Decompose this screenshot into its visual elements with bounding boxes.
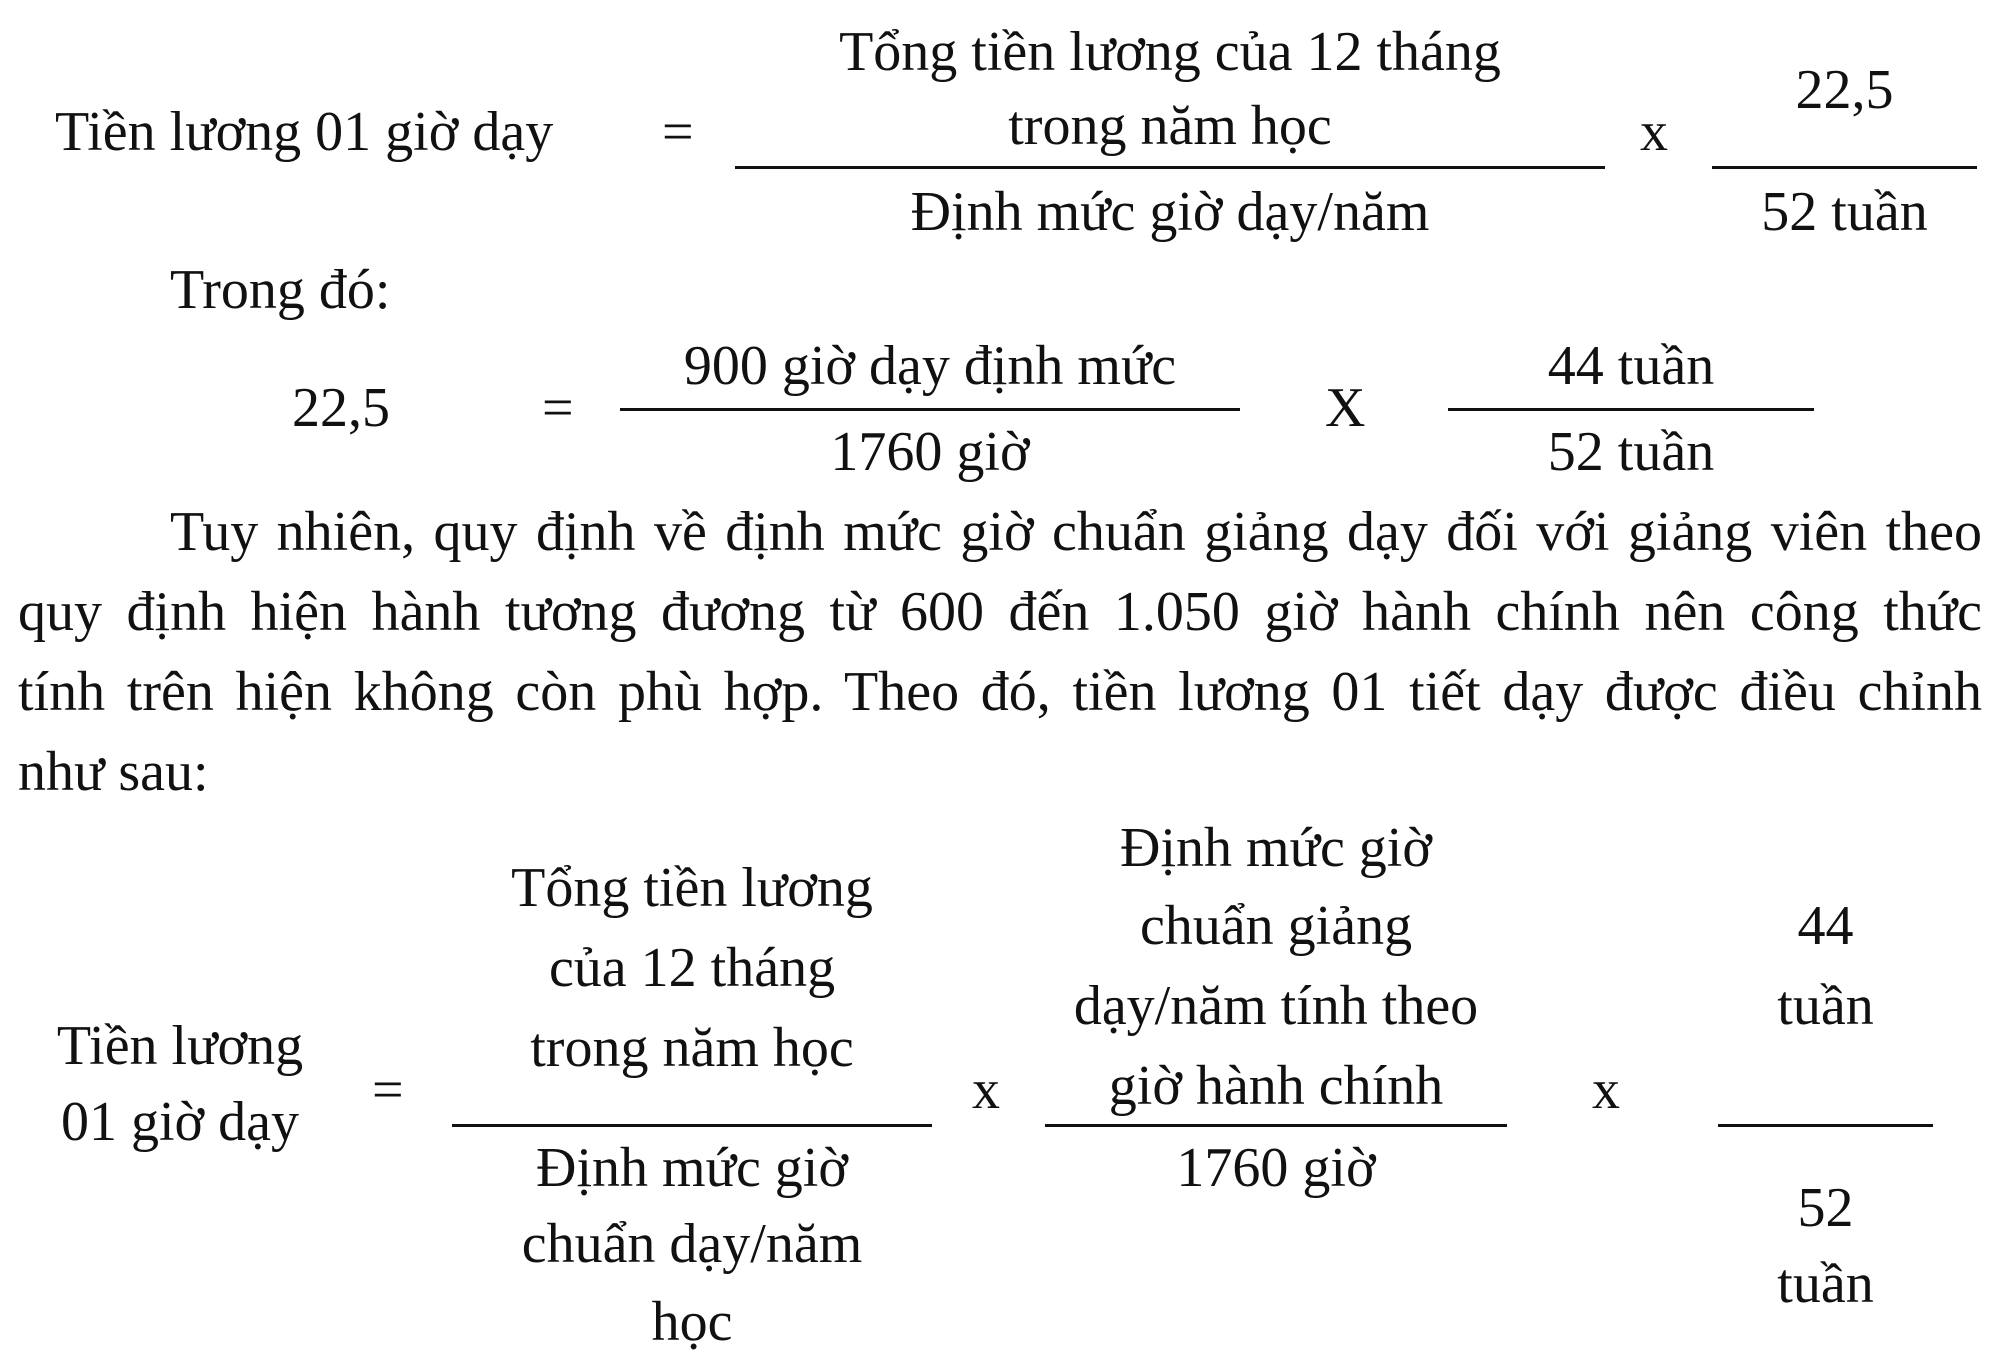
formula-1-factor-denominator: 52 tuần [1761, 181, 1928, 243]
formula-3-times-2: x [1592, 1059, 1620, 1121]
formula-1-equals: = [662, 101, 694, 163]
formula-3-denominator-line-2: chuẩn dạy/năm [521, 1213, 863, 1275]
formula-3-lhs-line-2: 01 giờ dạy [60, 1091, 300, 1153]
formula-3-factor-numerator-line-4: giờ hành chính [1108, 1055, 1444, 1117]
formula-3-factor-bar [1045, 1124, 1507, 1127]
formula-1-factor-numerator: 22,5 [1795, 59, 1894, 121]
formula-3-numerator-line-1: Tổng tiền lương [511, 857, 873, 919]
formula-1-denominator: Định mức giờ dạy/năm [910, 181, 1430, 243]
formula-3-denominator-line-3: học [651, 1291, 733, 1353]
formula-3-weeks-denominator-line-1: 52 [1797, 1177, 1854, 1239]
paragraph-line-1: Tuy nhiên, quy định về định mức giờ chuẩn giảng dạy đối với giảng viên theo [170, 501, 1982, 563]
formula-3-weeks-bar [1718, 1124, 1933, 1127]
formula-1-numerator-line-1: Tổng tiền lương của 12 tháng [839, 21, 1501, 83]
formula-3-factor-numerator-line-1: Định mức giờ [1120, 817, 1432, 879]
formula-2-lhs: 22,5 [292, 377, 390, 439]
formula-1-numerator-line-2: trong năm học [1008, 95, 1332, 157]
formula-3-numerator-line-2: của 12 tháng [548, 937, 836, 999]
formula-1-lhs: Tiền lương 01 giờ dạy [55, 101, 554, 163]
where-label: Trong đó: [170, 259, 391, 321]
formula-3-weeks-numerator-line-2: tuần [1777, 975, 1874, 1037]
formula-2-equals: = [542, 377, 574, 439]
formula-2-fraction-bar [620, 408, 1240, 411]
formula-1-factor-bar [1712, 166, 1977, 169]
formula-2-factor-bar [1448, 408, 1814, 411]
formula-3-numerator-line-3: trong năm học [530, 1017, 854, 1079]
formula-3-factor-denominator: 1760 giờ [1176, 1137, 1376, 1199]
formula-3-denominator-line-1: Định mức giờ [536, 1137, 848, 1199]
formula-1-fraction-bar [735, 166, 1605, 169]
paragraph-line-3: tính trên hiện không còn phù hợp. Theo đó, tiền lương 01 tiết dạy được điều chỉnh [18, 661, 1982, 723]
formula-2-factor-numerator: 44 tuần [1547, 335, 1715, 397]
formula-3-lhs-line-1: Tiền lương [56, 1015, 304, 1077]
formula-2-times: X [1325, 377, 1366, 439]
paragraph-line-2: quy định hiện hành tương đương từ 600 đến 1.050 giờ hành chính nên công thức [18, 581, 1982, 643]
formula-3-weeks-denominator-line-2: tuần [1777, 1253, 1874, 1315]
formula-3-factor-numerator-line-3: dạy/năm tính theo [1073, 975, 1479, 1037]
formula-2-denominator: 1760 giờ [830, 421, 1030, 483]
paragraph-line-4: như sau: [18, 741, 209, 803]
formula-3-fraction-bar [452, 1124, 932, 1127]
formula-3-times-1: x [972, 1059, 1000, 1121]
formula-3-equals: = [372, 1059, 404, 1121]
body-paragraph [18, 492, 1982, 812]
formula-2-numerator: 900 giờ dạy định mức [683, 335, 1177, 397]
formula-3-factor-numerator-line-2: chuẩn giảng [1139, 895, 1413, 957]
formula-1-times: x [1640, 101, 1668, 163]
formula-3-weeks-numerator-line-1: 44 [1797, 895, 1854, 957]
formula-2-factor-denominator: 52 tuần [1547, 421, 1715, 483]
